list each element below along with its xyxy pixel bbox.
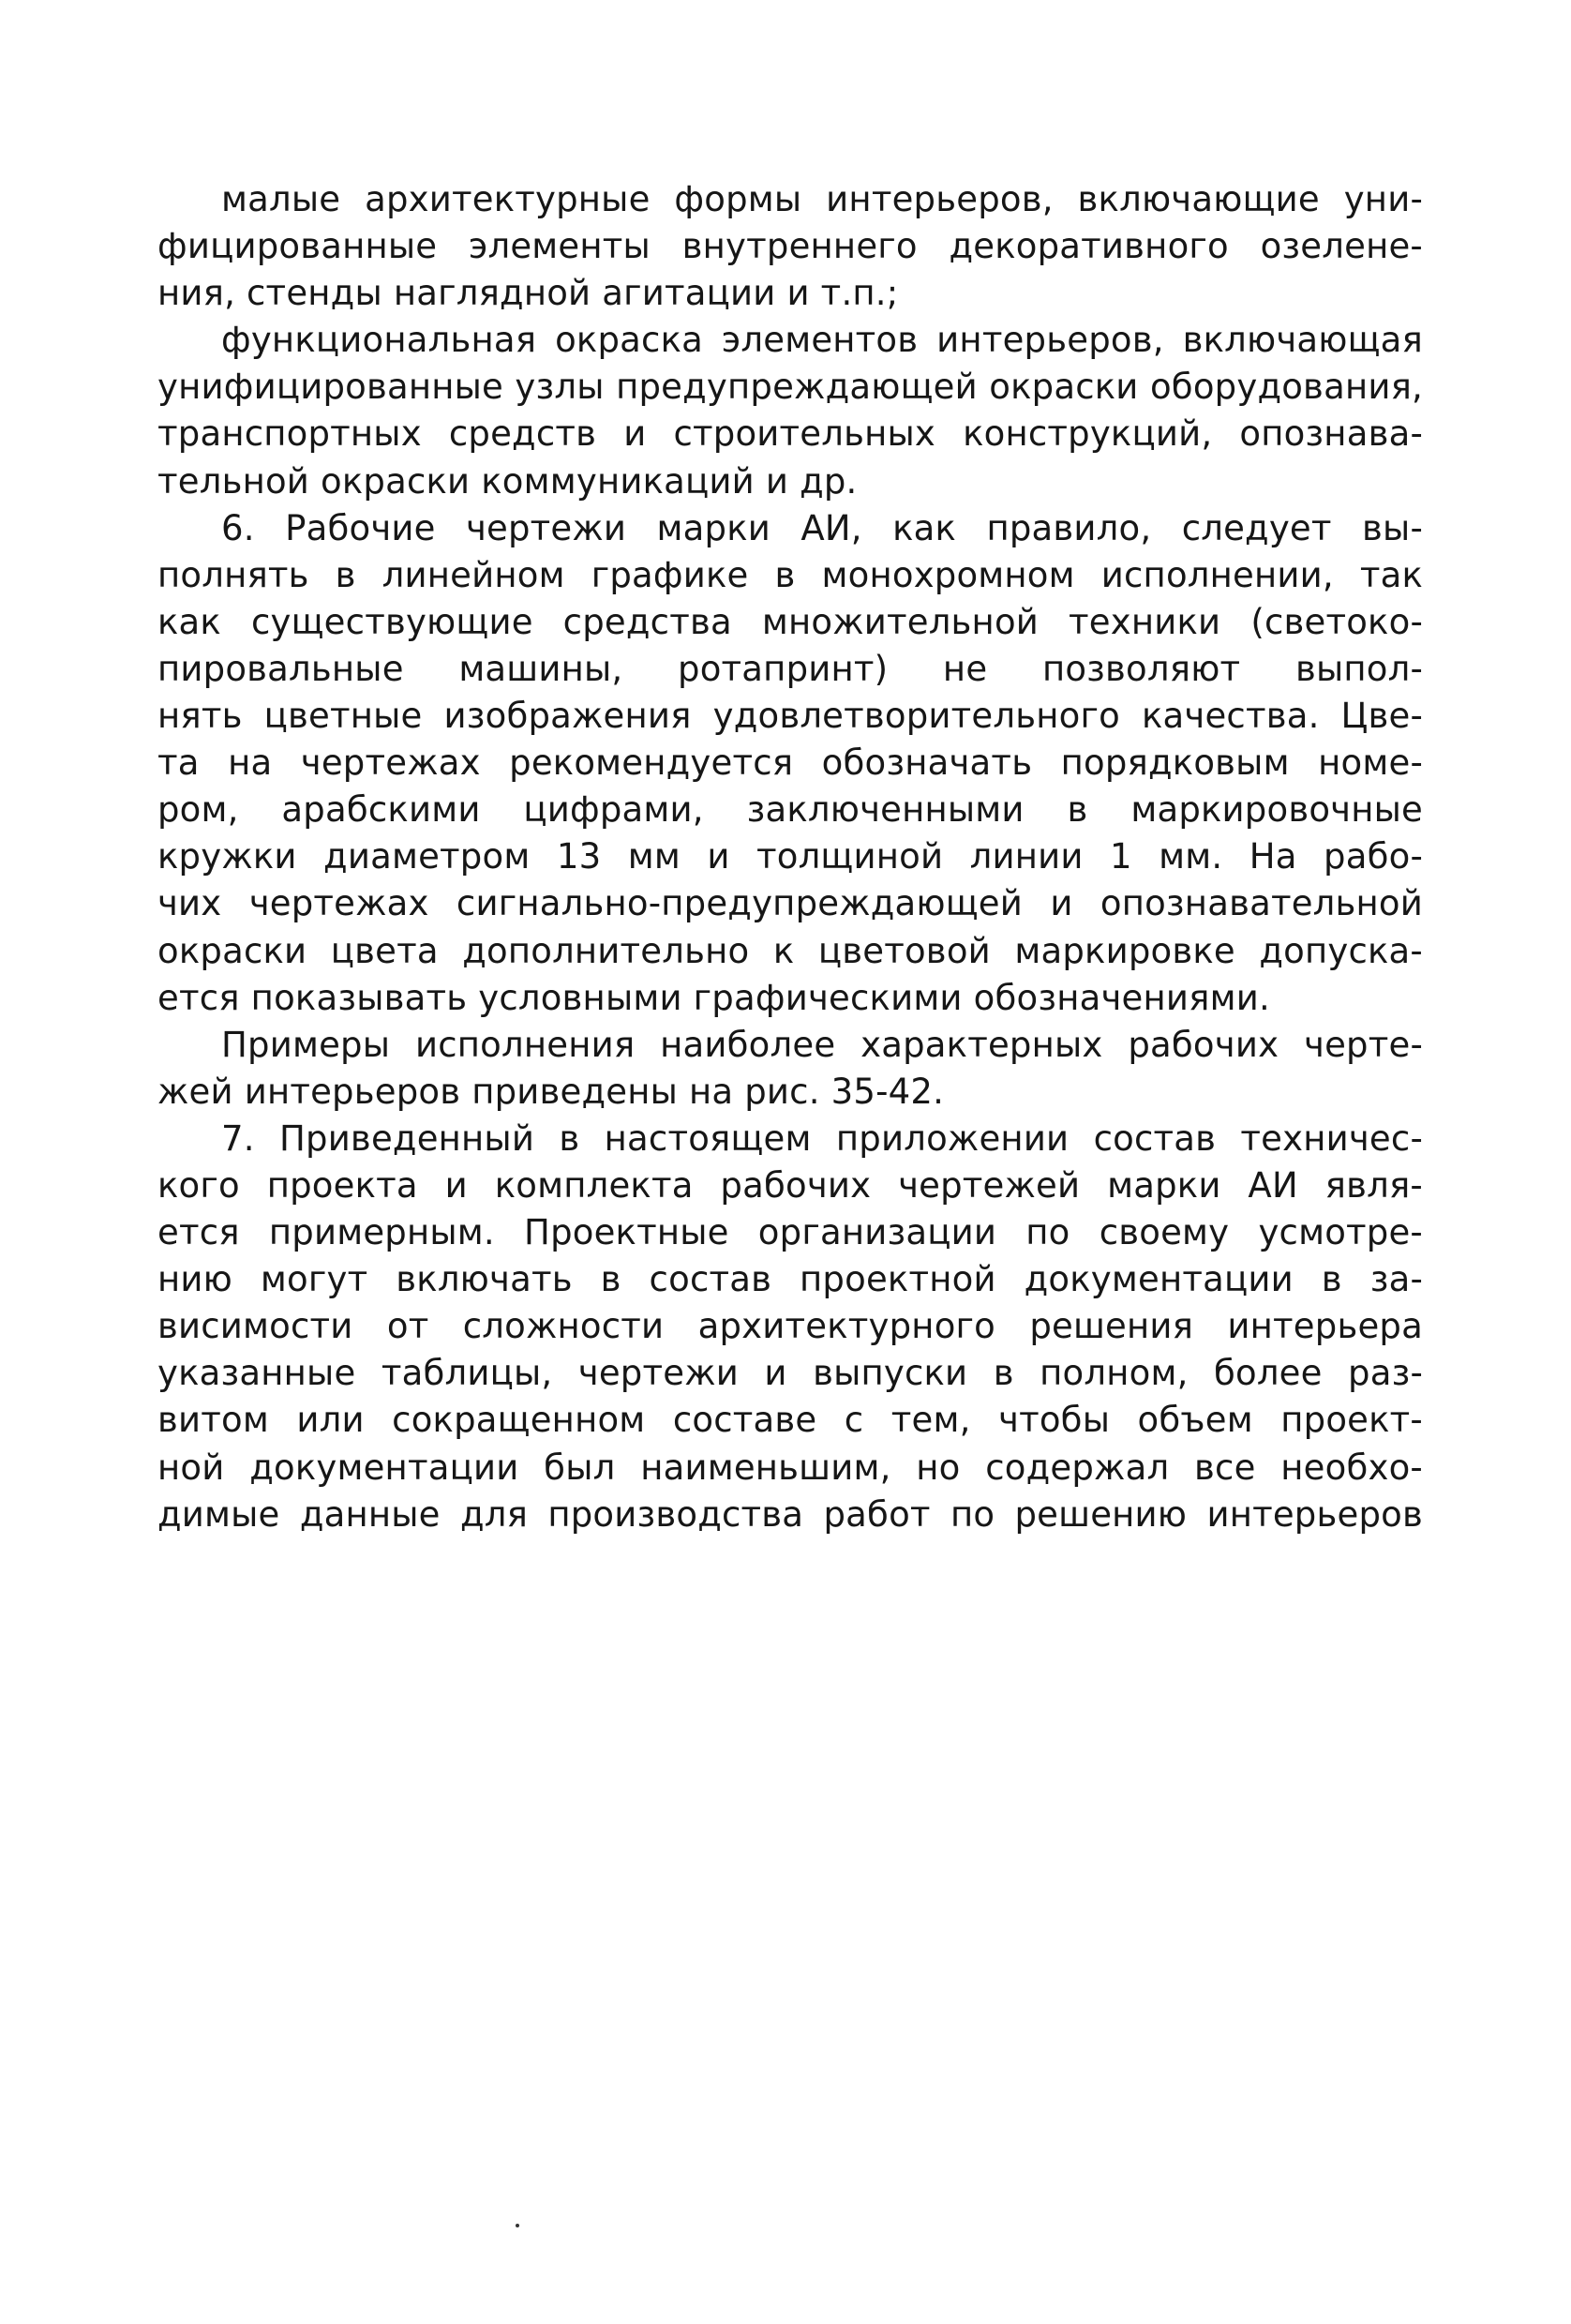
text-line: унифицированные узлы предупреждающей окраски оборудования,	[157, 367, 1423, 408]
text-line: та на чертежах рекомендуется обозначать порядковым номе-	[157, 742, 1423, 784]
text-line: жей интерьеров приведены на рис. 35-42.	[157, 1071, 945, 1112]
text-line: тельной окраски коммуникаций и др.	[157, 460, 858, 502]
text-line: кого проекта и комплекта рабочих чертежей марки АИ явля-	[157, 1164, 1423, 1206]
text-line: висимости от сложности архитектурного решения интерьера	[157, 1306, 1423, 1347]
body-text	[157, 176, 1423, 1538]
text-line: димые данные для производства работ по решению интерьеров	[157, 1493, 1423, 1535]
text-line: нять цветные изображения удовлетворительного качества. Цве-	[157, 696, 1423, 737]
text-line: окраски цвета дополнительно к цветовой маркировке допуска-	[157, 930, 1423, 971]
text-line: нию могут включать в состав проектной документации в за-	[157, 1259, 1423, 1300]
speck-mark	[516, 2224, 519, 2227]
text-line: малые архитектурные формы интерьеров, включающие уни-	[221, 179, 1423, 219]
text-line: ется показывать условными графическими обозначениями.	[157, 977, 1270, 1018]
text-line: ния, стенды наглядной агитации и т.п.;	[157, 273, 899, 314]
text-line: кружки диаметром 13 мм и толщиной линии 1 мм. На рабо-	[157, 836, 1423, 877]
text-line: витом или сокращенном составе с тем, чтобы объем проект-	[157, 1400, 1423, 1441]
text-line: фицированные элементы внутреннего декоративного озелене-	[157, 226, 1423, 267]
text-line: ром, арабскими цифрами, заключенными в маркировочные	[157, 789, 1423, 831]
text-line: Примеры исполнения наиболее характерных рабочих черте-	[221, 1024, 1423, 1065]
text-line: полнять в линейном графике в монохромном исполнении, так	[157, 554, 1423, 595]
text-line: пировальные машины, ротапринт) не позволяют выпол-	[157, 648, 1423, 689]
text-line: ется примерным. Проектные организации по своему усмотре-	[157, 1212, 1423, 1253]
text-line: ной документации был наименьшим, но содержал все необхо-	[157, 1447, 1423, 1488]
text-line: 6. Рабочие чертежи марки АИ, как правило, следует вы-	[221, 507, 1423, 548]
text-line: 7. Приведенный в настоящем приложении состав техничес-	[221, 1117, 1423, 1159]
text-line: как существующие средства множительной техники (светоко-	[157, 601, 1423, 642]
text-line: транспортных средств и строительных конструкций, опознава-	[157, 413, 1423, 455]
text-line: указанные таблицы, чертежи и выпуски в полном, более раз-	[157, 1353, 1423, 1394]
text-line: чих чертежах сигнально-предупреждающей и опознавательной	[157, 883, 1423, 924]
text-line: функциональная окраска элементов интерьеров, включающая	[221, 320, 1423, 361]
